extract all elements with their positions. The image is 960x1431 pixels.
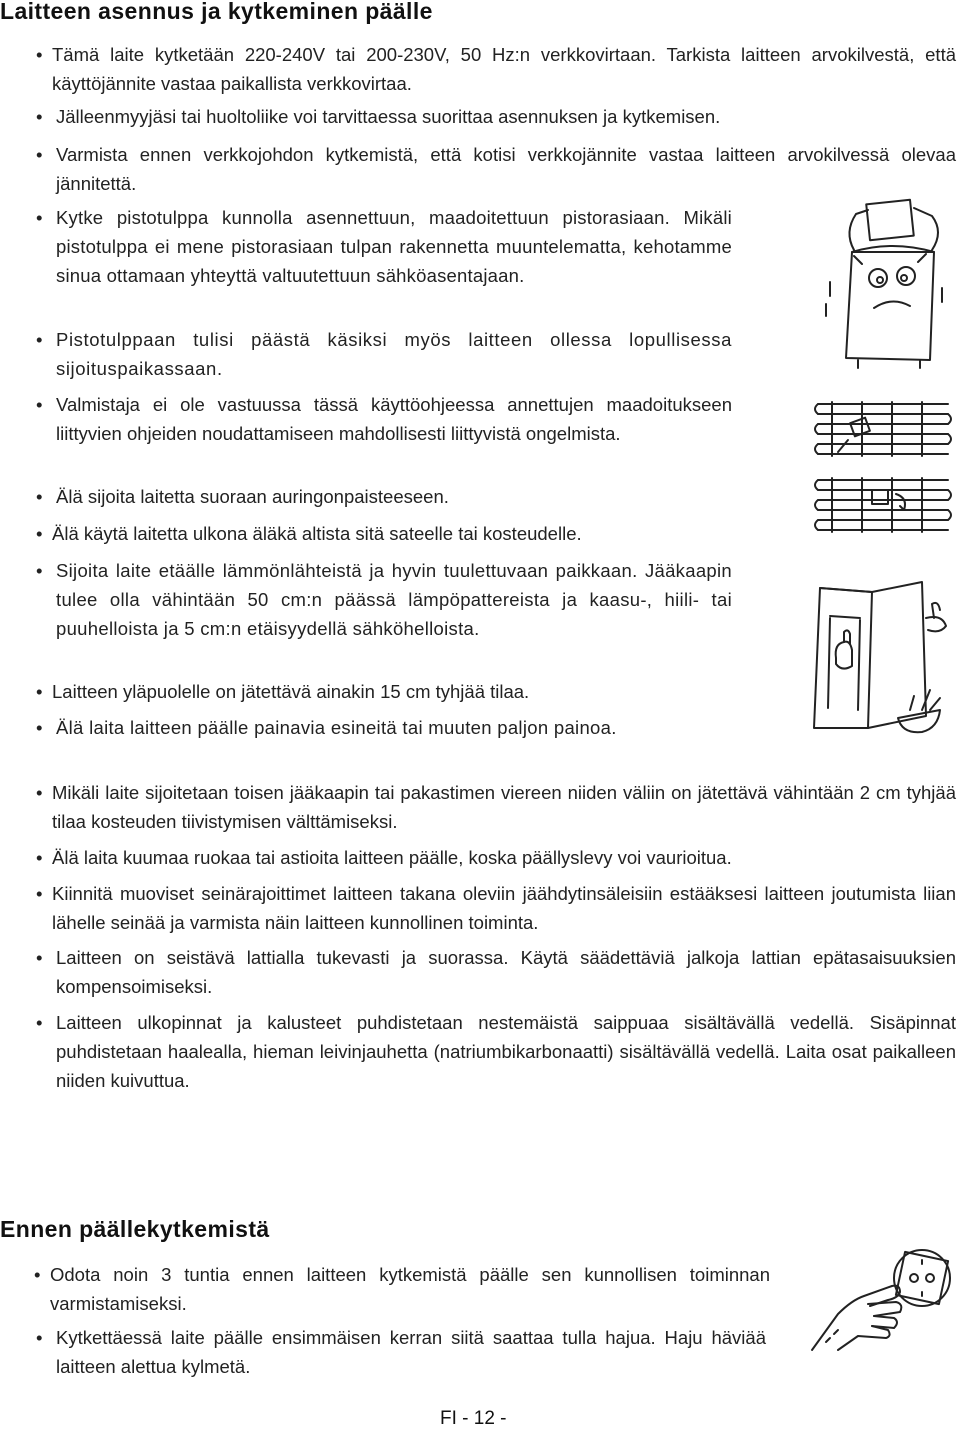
bullet-heat-sources: • Sijoita laite etäälle lämmönlähteistä ja hyvin tuulettuvaan paikkaan. Jääkaapin tulee olla vähintään 50 cm:n päässä lämpöpattereista ja kaasu-, hiili- tai puuhelloista ja 5 cm:n etäisyydellä sähköhelloista.	[56, 556, 732, 643]
bullet-level-floor: • Laitteen on seistävä lattialla tukevasti ja suorassa. Käytä säädettäviä jalkoja lattian epätasaisuuksien kompensoimiseksi.	[56, 943, 956, 1001]
bullet-glyph: •	[36, 329, 44, 350]
bullet-glyph: •	[36, 560, 43, 581]
section-title-installation: Laitteen asennus ja kytkeminen päälle	[0, 0, 433, 24]
page-number: FI - 12 -	[440, 1408, 507, 1429]
bullet-voltage: • Tämä laite kytketään 220-240V tai 200-230V, 50 Hz:n verkkovirtaan. Tarkista laitteen arvokilvestä, että käyttöjännite vastaa paikallista verkkovirtaa.	[52, 40, 956, 98]
bullet-dealer-install: • Jälleenmyyjäsi tai huoltoliike voi tarvittaessa suorittaa asennuksen ja kytkemisen.	[56, 102, 956, 131]
bullet-no-hot-food: • Älä laita kuumaa ruokaa tai astioita laitteen päälle, koska päällyslevy voi vaurioitua.	[52, 843, 956, 872]
bullet-glyph: •	[36, 486, 43, 507]
bullet-glyph: •	[36, 1327, 43, 1348]
bullet-glyph: •	[36, 144, 43, 165]
bullet-glyph: •	[36, 44, 43, 65]
bullet-glyph: •	[36, 681, 43, 702]
bullet-no-outdoor: • Älä käytä laitetta ulkona äläkä altista sitä sateelle tai kosteudelle.	[52, 519, 732, 548]
condenser-coil-illustration	[812, 398, 956, 544]
bullet-glyph: •	[36, 883, 43, 904]
bullet-glyph: •	[36, 717, 43, 738]
bullet-glyph: •	[36, 1012, 43, 1033]
section-title-before-start: Ennen päällekytkemistä	[0, 1216, 270, 1242]
bullet-cleaning: • Laitteen ulkopinnat ja kalusteet puhdistetaan nestemäistä saippuaa sisältävällä vedellä. Sisäpinnat puhdistetaan haalealla, hieman leivinjauhetta (natriumbikarbonaatti) sisältävällä vedellä. Laita osat paikalleen niiden kuivuttua.	[56, 1008, 956, 1095]
bullet-no-sunlight: • Älä sijoita laitetta suoraan auringonpaisteeseen.	[56, 482, 732, 511]
bullet-glyph: •	[34, 1264, 41, 1285]
bullet-manufacturer-liability: • Valmistaja ei ole vastuussa tässä käyttöohjeessa annettujen maadoitukseen liittyvien ohjeiden noudattamiseen mahdollisesti liittyvistä ongelmista.	[56, 390, 732, 448]
worried-fridge-illustration	[822, 192, 956, 370]
open-fridge-thumbs-up-illustration	[810, 578, 956, 742]
bullet-plug-access: • Pistotulppaan tulisi päästä käsiksi myös laitteen ollessa lopullisessa sijoituspaikassaan.	[56, 325, 732, 383]
hand-plug-socket-illustration	[808, 1238, 956, 1360]
bullet-first-start-odor: • Kytkettäessä laite päälle ensimmäisen kerran siitä saattaa tulla hajua. Haju häviää laitteen alettua kylmetä.	[56, 1323, 766, 1381]
bullet-glyph: •	[36, 106, 43, 127]
bullet-glyph: •	[36, 947, 43, 968]
bullet-check-voltage: • Varmista ennen verkkojohdon kytkemistä, että kotisi verkkojännite vastaa laitteen arvokilvessä olevaa jännitettä.	[56, 140, 956, 198]
bullet-glyph: •	[36, 782, 43, 803]
bullet-wall-spacers: • Kiinnitä muoviset seinärajoittimet laitteen takana oleviin jäähdytinsäleisiin estääksesi laitteen joutumista liian lähelle seinää ja varmista näin laitteen kunnollinen toiminta.	[52, 879, 956, 937]
bullet-glyph: •	[36, 394, 43, 415]
bullet-glyph: •	[36, 207, 43, 228]
bullet-top-clearance: • Laitteen yläpuolelle on jätettävä ainakin 15 cm tyhjää tilaa.	[52, 677, 732, 706]
bullet-glyph: •	[36, 523, 43, 544]
bullet-wait-three-hours: • Odota noin 3 tuntia ennen laitteen kytkemistä päälle sen kunnollisen toiminnan varmistamiseksi.	[50, 1260, 770, 1318]
bullet-no-heavy-objects: • Älä laita laitteen päälle painavia esineitä tai muuten paljon painoa.	[56, 713, 732, 742]
bullet-grounded-socket: • Kytke pistotulppa kunnolla asennettuun, maadoitettuun pistorasiaan. Mikäli pistotulppa ei mene pistorasiaan tulpan rakennetta muuntelematta, kehotamme sinua ottamaan yhteyttä valtuutettuun sähköasentajaan.	[56, 203, 732, 290]
bullet-glyph: •	[36, 847, 43, 868]
bullet-side-clearance: • Mikäli laite sijoitetaan toisen jääkaapin tai pakastimen viereen niiden väliin on jätettävä vähintään 2 cm tyhjää tilaa kosteuden tiivistymisen välttämiseksi.	[52, 778, 956, 836]
